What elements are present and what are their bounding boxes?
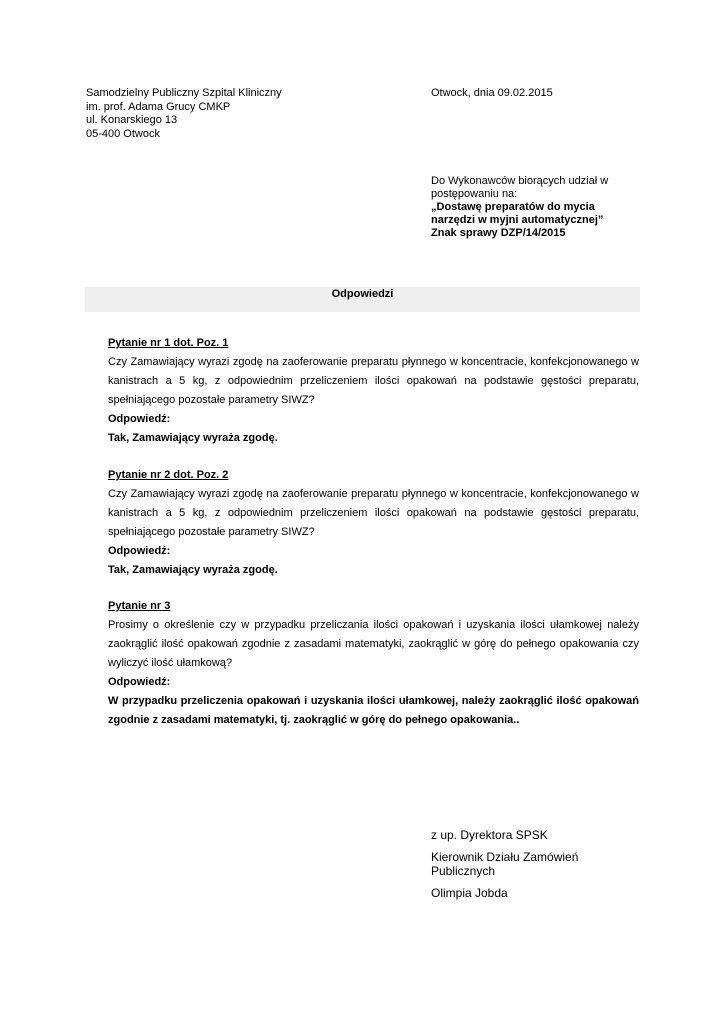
sender-name: Samodzielny Publiczny Szpital Kliniczny (86, 87, 282, 99)
sender-street: ul. Konarskiego 13 (86, 114, 178, 126)
question-block-3 (108, 597, 639, 730)
page-title: Odpowiedzi (331, 288, 394, 300)
case-number: Znak sprawy DZP/14/2015 (431, 227, 566, 239)
procurement-subject: „Dostawę preparatów do mycia narzędzi w myjni automatycznej” (431, 201, 604, 226)
answer-label: Odpowiedź: (108, 413, 171, 425)
signature-authority: z up. Dyrektora SPSK (431, 828, 548, 842)
answer-body: W przypadku przeliczenia opakowań i uzyskania ilości ułamkowej, należy zaokrąglić ilość opakowań zgodnie z zasadami matematyki, tj. zaokrąglić w górę do pełnego opakowania.. (108, 695, 639, 726)
signature-name: Olimpia Jobda (431, 886, 508, 900)
answer-body: Tak, Zamawiający wyraża zgodę. (108, 564, 278, 576)
answer-label: Odpowiedź: (108, 676, 171, 688)
signature-block (431, 828, 631, 908)
sender-address (86, 87, 282, 141)
sender-patron: im. prof. Adama Grucy CMKP (86, 100, 231, 113)
recipient-intro: Do Wykonawców biorących udział w postępowaniu na: (431, 175, 609, 200)
answer-label: Odpowiedź: (108, 545, 171, 557)
question-block-1 (108, 334, 639, 448)
question-title: Pytanie nr 3 (108, 600, 171, 612)
question-body: Prosimy o określenie czy w przypadku przeliczania ilości opakowań i uzyskania ilości ułamkowej należy zaokrąglić ilość opakowań zgodnie z zasadami matematyki, zaokrąglić w górę do pełnego opakowania czy wyliczyć ilość ułamkową? (108, 619, 639, 669)
question-title: Pytanie nr 1 dot. Poz. 1 (108, 337, 229, 349)
heading-band (85, 287, 640, 312)
question-body: Czy Zamawiający wyrazi zgodę na zaoferowanie preparatu płynnego w koncentracie, konfekcjonowanego w kanistrach a 5 kg, z odpowiednim przeliczeniem ilości opakowań na podstawie gęstości preparatu, spełniającego pozostałe parametry SIWZ? (108, 356, 639, 406)
question-body: Czy Zamawiający wyrazi zgodę na zaoferowanie preparatu płynnego w koncentracie, konfekcjonowanego w kanistrach a 5 kg, z odpowiednim przeliczeniem ilości opakowań na podstawie gęstości preparatu, spełniającego pozostałe parametry SIWZ? (108, 488, 639, 538)
sender-city: 05-400 Otwock (86, 127, 160, 140)
question-title: Pytanie nr 2 dot. Poz. 2 (108, 469, 229, 481)
answer-body: Tak, Zamawiający wyraża zgodę. (108, 432, 278, 444)
signature-position: Kierownik Działu Zamówień Publicznych (431, 850, 579, 878)
question-block-2 (108, 466, 639, 580)
document-date: Otwock, dnia 09.02.2015 (431, 87, 553, 99)
recipient-block (431, 175, 641, 240)
